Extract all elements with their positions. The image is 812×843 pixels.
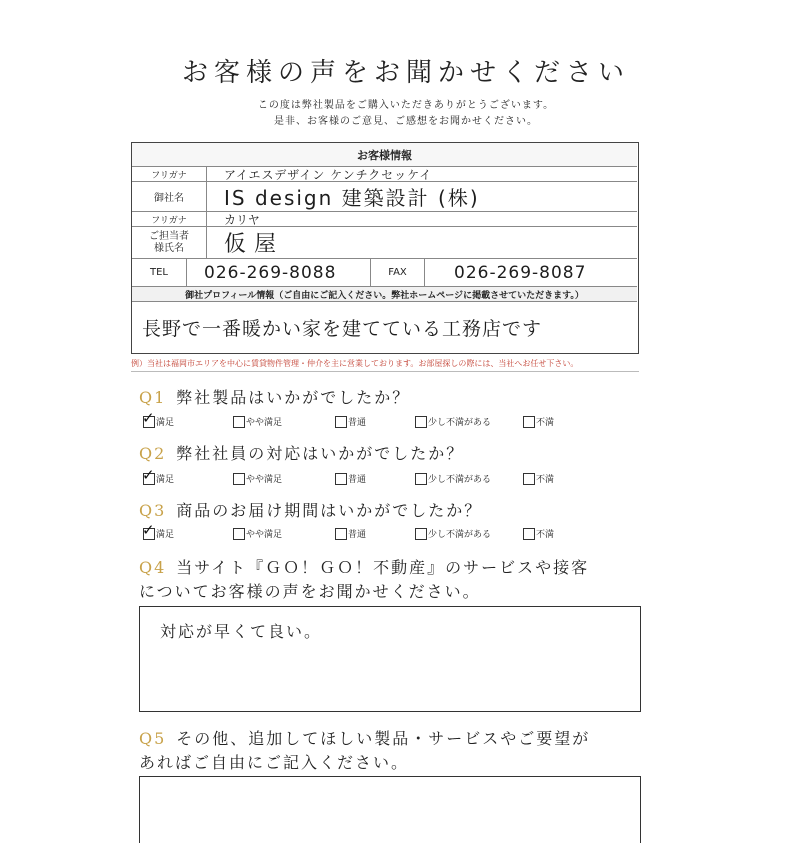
check-mark-icon: ✓ (142, 408, 155, 427)
option-label: 不満 (536, 530, 555, 540)
checkbox[interactable] (142, 408, 155, 428)
company-furigana-row (132, 167, 637, 182)
option-label: 少し不満がある (428, 530, 492, 540)
company-furigana-value[interactable]: アイエスデザイン ケンチクセッケイ (224, 167, 433, 182)
checkbox[interactable] (142, 520, 155, 540)
company-value[interactable]: IS design 建築設計 (株) (224, 186, 480, 210)
q2-option-2[interactable] (233, 472, 282, 485)
customer-info-form (131, 142, 639, 354)
tel-fax-row (132, 259, 637, 287)
q3-option-4[interactable] (415, 527, 491, 540)
question-text: 弊社製品はいかがでしたか？ (176, 388, 411, 407)
q4-answer-box[interactable] (139, 606, 641, 712)
profile-value[interactable]: 長野で一番暖かい家を建てている工務店です (142, 317, 543, 340)
question-1 (139, 385, 410, 408)
company-row (132, 182, 637, 212)
checkbox[interactable] (142, 465, 155, 485)
q3-options (142, 520, 613, 543)
option-label: 少し不満がある (428, 418, 492, 428)
checkbox[interactable] (523, 528, 535, 540)
checkbox[interactable] (523, 473, 535, 485)
q2-option-3[interactable] (335, 472, 366, 485)
company-furigana-label: フリガナ (132, 167, 207, 181)
q1-option-1[interactable] (142, 408, 175, 428)
option-label: 普通 (348, 530, 367, 540)
q3-option-2[interactable] (233, 527, 282, 540)
question-text: 商品のお届け期間はいかがでしたか？ (176, 501, 483, 520)
q2-option-1[interactable] (142, 465, 175, 485)
checkbox[interactable] (415, 416, 427, 428)
checkbox[interactable] (523, 416, 535, 428)
person-furigana-label: フリガナ (132, 212, 207, 226)
q1-option-4[interactable] (415, 415, 491, 428)
question-text-line-1: その他、追加してほしい製品・サービスやご要望が (176, 729, 591, 748)
option-label: 普通 (348, 418, 367, 428)
q2-option-5[interactable] (523, 472, 554, 485)
q3-option-3[interactable] (335, 527, 366, 540)
option-label: やや満足 (246, 475, 283, 485)
example-note: 例）当社は福岡市エリアを中心に賃貸物件管理・仲介を主に営業しております。お部屋探しの際には、当社へお任せ下さい。 (131, 359, 579, 368)
person-furigana-row (132, 212, 637, 227)
option-label: 不満 (536, 418, 555, 428)
person-furigana-value[interactable]: カリヤ (224, 212, 260, 227)
checkbox[interactable] (335, 528, 347, 540)
question-4-line-2: についてお客様の声をお聞かせください。 (139, 582, 481, 601)
question-3 (139, 498, 482, 521)
q1-option-2[interactable] (233, 415, 282, 428)
person-label: ご担当者 様氏名 (132, 227, 207, 258)
option-label: 満足 (156, 475, 175, 485)
option-label: 不満 (536, 475, 555, 485)
option-label: 少し不満がある (428, 475, 492, 485)
q2-options (142, 465, 613, 488)
question-4 (139, 555, 589, 578)
check-mark-icon: ✓ (142, 465, 155, 484)
q3-option-5[interactable] (523, 527, 554, 540)
profile-header: 御社プロフィール情報（ご自由にご記入ください。弊社ホームページに掲載させていただきます。） (132, 287, 637, 302)
option-label: 満足 (156, 418, 175, 428)
checkbox[interactable] (233, 416, 245, 428)
q2-option-4[interactable] (415, 472, 491, 485)
q1-options (142, 408, 613, 431)
question-5-line-2: あればご自由にご記入ください。 (139, 753, 410, 772)
checkbox[interactable] (415, 528, 427, 540)
q3-option-1[interactable] (142, 520, 175, 540)
intro-line-1: この度は弊社製品をご購入いただきありがとうございます。 (257, 100, 555, 111)
checkbox[interactable] (335, 416, 347, 428)
q5-answer-box[interactable] (139, 776, 641, 843)
q1-option-5[interactable] (523, 415, 554, 428)
tel-label: TEL (132, 259, 187, 286)
checkbox[interactable] (415, 473, 427, 485)
option-label: やや満足 (246, 418, 283, 428)
tel-value[interactable]: 026-269-8088 (204, 262, 337, 283)
option-label: 満足 (156, 530, 175, 540)
option-label: やや満足 (246, 530, 283, 540)
question-number: Q2 (139, 444, 167, 463)
q1-option-3[interactable] (335, 415, 366, 428)
page-title: お客様の声をお聞かせください (181, 58, 630, 88)
checkbox[interactable] (335, 473, 347, 485)
checkbox[interactable] (233, 473, 245, 485)
person-row (132, 227, 637, 259)
question-text: 弊社社員の対応はいかがでしたか？ (176, 444, 465, 463)
check-mark-icon: ✓ (142, 520, 155, 539)
question-number: Q1 (139, 388, 167, 407)
question-number: Q4 (139, 558, 167, 577)
person-value[interactable]: 仮屋 (224, 232, 285, 257)
checkbox[interactable] (233, 528, 245, 540)
form-header: お客様情報 (132, 143, 637, 167)
question-number: Q5 (139, 729, 167, 748)
question-2 (139, 441, 464, 464)
question-number: Q3 (139, 501, 167, 520)
q4-answer-text: 対応が早くて良い。 (160, 622, 323, 641)
divider (131, 371, 639, 372)
option-label: 普通 (348, 475, 367, 485)
fax-label: FAX (370, 259, 425, 286)
company-label: 御社名 (132, 182, 207, 211)
intro-line-2: 是非、お客様のご意見、ご感想をお聞かせください。 (274, 116, 538, 127)
question-5 (139, 726, 590, 749)
fax-value[interactable]: 026-269-8087 (454, 262, 587, 283)
question-text-line-1: 当サイト『ＧＯ！ＧＯ！不動産』のサービスや接客 (176, 558, 590, 577)
